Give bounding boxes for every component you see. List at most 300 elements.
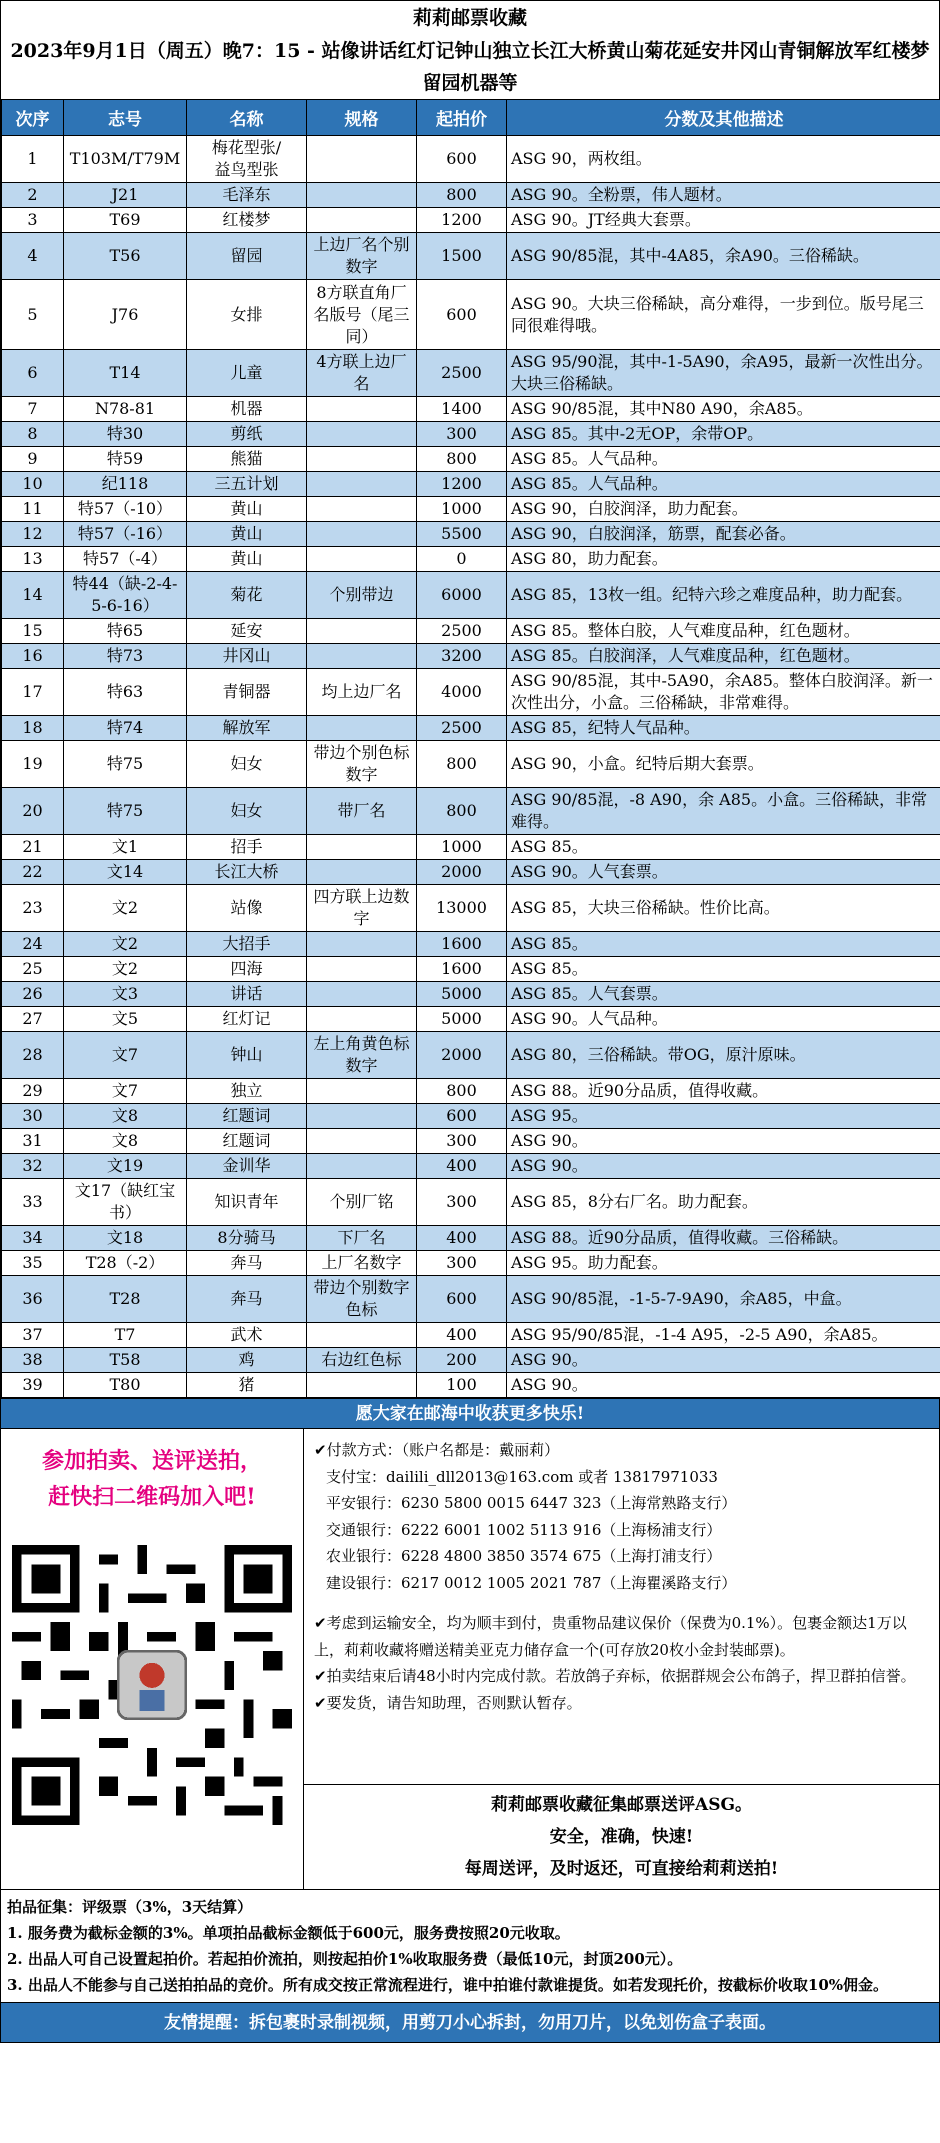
description: ASG 90，两枚组。 [507, 136, 940, 183]
spec: 左上角黄色标数字 [307, 1032, 417, 1079]
table-row [2, 619, 940, 644]
description: ASG 95。助力配套。 [507, 1251, 940, 1276]
description: ASG 90/85混，其中N80 A90，余A85。 [507, 397, 940, 422]
table-row [2, 1007, 940, 1032]
spec: 个别厂铭 [307, 1179, 417, 1226]
start-price: 4000 [417, 669, 507, 716]
asg-line-2: 安全，准确，快速! [549, 1827, 694, 1847]
description: ASG 85。白胶润泽，人气难度品种，红色题材。 [507, 644, 940, 669]
lot-index: 35 [2, 1251, 64, 1276]
table-row [2, 669, 940, 716]
promo-line-1: 参加拍卖、送评送拍， [41, 1448, 262, 1474]
spec [307, 183, 417, 208]
description: ASG 85。人气套票。 [507, 982, 940, 1007]
stamp-code: 文17（缺红宝书） [64, 1179, 187, 1226]
stamp-code: T28 [64, 1276, 187, 1323]
table-row [2, 497, 940, 522]
stamp-name: 鸡 [187, 1348, 307, 1373]
start-price: 800 [417, 183, 507, 208]
spec [307, 982, 417, 1007]
lot-index: 4 [2, 233, 64, 280]
table-row [2, 741, 940, 788]
table-row [2, 1226, 940, 1251]
start-price: 1400 [417, 397, 507, 422]
start-price: 400 [417, 1154, 507, 1179]
description: ASG 90。 [507, 1348, 940, 1373]
stamp-name: 讲话 [187, 982, 307, 1007]
stamp-name: 井冈山 [187, 644, 307, 669]
description: ASG 85。其中-2无OP，余带OP。 [507, 422, 940, 447]
table-row [2, 1179, 940, 1226]
stamp-code: 特57（-16） [64, 522, 187, 547]
spec: 均上边厂名 [307, 669, 417, 716]
stamp-name: 长江大桥 [187, 860, 307, 885]
table-row [2, 1323, 940, 1348]
spec [307, 619, 417, 644]
lot-index: 17 [2, 669, 64, 716]
stamp-name: 儿童 [187, 350, 307, 397]
table-row [2, 280, 940, 350]
lot-index: 26 [2, 982, 64, 1007]
description: ASG 85。 [507, 957, 940, 982]
table-row [2, 885, 940, 932]
table-row [2, 716, 940, 741]
stamp-name: 金训华 [187, 1154, 307, 1179]
table-row [2, 1373, 940, 1398]
stamp-name: 招手 [187, 835, 307, 860]
description: ASG 88。近90分品质，值得收藏。 [507, 1079, 940, 1104]
stamp-code: T14 [64, 350, 187, 397]
lot-index: 19 [2, 741, 64, 788]
spec [307, 957, 417, 982]
spec: 4方联上边厂名 [307, 350, 417, 397]
spec [307, 1323, 417, 1348]
lot-index: 15 [2, 619, 64, 644]
stamp-code: 特75 [64, 788, 187, 835]
description: ASG 90。人气品种。 [507, 1007, 940, 1032]
description: ASG 90，白胶润泽，筋票，配套必备。 [507, 522, 940, 547]
start-price: 100 [417, 1373, 507, 1398]
lot-index: 25 [2, 957, 64, 982]
description: ASG 90。大块三俗稀缺，高分难得，一步到位。版号尾三同很难得哦。 [507, 280, 940, 350]
lot-index: 34 [2, 1226, 64, 1251]
lot-index: 10 [2, 472, 64, 497]
description: ASG 85，大块三俗稀缺。性价比高。 [507, 885, 940, 932]
description: ASG 90，白胶润泽，助力配套。 [507, 497, 940, 522]
asg-line-3: 每周送评，及时返还，可直接给莉莉送拍! [464, 1859, 779, 1879]
stamp-code: 特65 [64, 619, 187, 644]
spec [307, 208, 417, 233]
stamp-code: N78-81 [64, 397, 187, 422]
description: ASG 95/90混，其中-1-5A90，余A95，最新一次性出分。大块三俗稀缺。 [507, 350, 940, 397]
stamp-name: 奔马 [187, 1276, 307, 1323]
lot-index: 29 [2, 1079, 64, 1104]
lot-index: 33 [2, 1179, 64, 1226]
stamp-name: 红灯记 [187, 1007, 307, 1032]
col-name: 名称 [187, 100, 307, 136]
start-price: 1000 [417, 835, 507, 860]
stamp-name: 毛泽东 [187, 183, 307, 208]
start-price: 300 [417, 422, 507, 447]
lot-index: 30 [2, 1104, 64, 1129]
stamp-name: 黄山 [187, 547, 307, 572]
description: ASG 90/85混，-8 A90，余 A85。小盒。三俗稀缺，非常难得。 [507, 788, 940, 835]
lot-index: 14 [2, 572, 64, 619]
lot-index: 37 [2, 1323, 64, 1348]
description: ASG 90。JT经典大套票。 [507, 208, 940, 233]
stamp-code: 特73 [64, 644, 187, 669]
start-price: 400 [417, 1226, 507, 1251]
spec [307, 547, 417, 572]
lot-index: 2 [2, 183, 64, 208]
start-price: 2000 [417, 1032, 507, 1079]
lot-index: 3 [2, 208, 64, 233]
spec: 右边红色标 [307, 1348, 417, 1373]
stamp-code: T103M/T79M [64, 136, 187, 183]
start-price: 5000 [417, 1007, 507, 1032]
spec [307, 835, 417, 860]
description: ASG 90。 [507, 1154, 940, 1179]
stamp-code: 特75 [64, 741, 187, 788]
banner: 愿大家在邮海中收获更多快乐! [1, 1398, 939, 1428]
rules-head: 拍品征集：评级票（3%，3天结算） [7, 1898, 253, 1916]
description: ASG 80，助力配套。 [507, 547, 940, 572]
table-row [2, 547, 940, 572]
auction-subtitle: 2023年9月1日（周五）晚7：15 - 站像讲话红灯记钟山独立长江大桥黄山菊花延安井冈山青铜解放军红楼梦留园机器等 [10, 40, 930, 94]
info-section [1, 1428, 939, 1889]
spec [307, 716, 417, 741]
spec [307, 860, 417, 885]
stamp-code: 文2 [64, 932, 187, 957]
stamp-code: J76 [64, 280, 187, 350]
lot-index: 22 [2, 860, 64, 885]
table-row [2, 835, 940, 860]
table-row [2, 860, 940, 885]
start-price: 1600 [417, 932, 507, 957]
table-row [2, 350, 940, 397]
spec: 上厂名数字 [307, 1251, 417, 1276]
description: ASG 90。人气套票。 [507, 860, 940, 885]
stamp-code: T80 [64, 1373, 187, 1398]
stamp-code: T56 [64, 233, 187, 280]
description: ASG 90/85混，-1-5-7-9A90，余A85，中盒。 [507, 1276, 940, 1323]
spec [307, 497, 417, 522]
lot-index: 18 [2, 716, 64, 741]
description: ASG 85。 [507, 932, 940, 957]
description: ASG 90。 [507, 1373, 940, 1398]
start-price: 2500 [417, 619, 507, 644]
description: ASG 85，13枚一组。纪特六珍之难度品种，助力配套。 [507, 572, 940, 619]
asg-service [304, 1784, 939, 1889]
stamp-name: 女排 [187, 280, 307, 350]
lot-index: 7 [2, 397, 64, 422]
lot-index: 5 [2, 280, 64, 350]
table-row [2, 572, 940, 619]
start-price: 0 [417, 547, 507, 572]
payment-deadline-note: ✔拍卖结束后请48小时内完成付款。若放鸽子弃标，依据群规会公布鸽子，捍卫群拍信誉。 [314, 1667, 916, 1685]
description: ASG 90。 [507, 1129, 940, 1154]
description: ASG 95/90/85混，-1-4 A95，-2-5 A90，余A85。 [507, 1323, 940, 1348]
start-price: 800 [417, 1079, 507, 1104]
lot-table [1, 99, 940, 1398]
lot-index: 39 [2, 1373, 64, 1398]
stamp-name: 剪纸 [187, 422, 307, 447]
description: ASG 90，小盒。纪特后期大套票。 [507, 741, 940, 788]
spec: 下厂名 [307, 1226, 417, 1251]
stamp-code: 纪118 [64, 472, 187, 497]
payment-info [304, 1429, 939, 1784]
col-spec: 规格 [307, 100, 417, 136]
shop-title: 莉莉邮票收藏 [412, 7, 527, 29]
table-row [2, 472, 940, 497]
stamp-name: 红楼梦 [187, 208, 307, 233]
table-row [2, 982, 940, 1007]
table-row [2, 1104, 940, 1129]
payment-head: ✔付款方式：（账户名都是：戴丽莉） [314, 1441, 560, 1459]
start-price: 5000 [417, 982, 507, 1007]
table-row [2, 644, 940, 669]
stamp-name: 红题词 [187, 1129, 307, 1154]
rule-3: 3. 出品人不能参与自己送拍拍品的竞价。所有成交按正常流程进行，谁中拍谁付款谁提货。如若发现托价，按截标价收取10%佣金。 [7, 1976, 889, 1994]
table-row [2, 233, 940, 280]
stamp-name: 8分骑马 [187, 1226, 307, 1251]
stamp-name: 武术 [187, 1323, 307, 1348]
start-price: 400 [417, 1323, 507, 1348]
stamp-code: 文18 [64, 1226, 187, 1251]
stamp-name: 独立 [187, 1079, 307, 1104]
stamp-code: 特59 [64, 447, 187, 472]
start-price: 600 [417, 1276, 507, 1323]
start-price: 800 [417, 788, 507, 835]
stamp-name: 钟山 [187, 1032, 307, 1079]
stamp-code: 文7 [64, 1032, 187, 1079]
stamp-name: 黄山 [187, 497, 307, 522]
rule-1: 1. 服务费为截标金额的3%。单项拍品截标金额低于600元，服务费按照20元收取。 [7, 1924, 570, 1942]
spec [307, 136, 417, 183]
lot-index: 27 [2, 1007, 64, 1032]
shipping-note: ✔考虑到运输安全，均为顺丰到付，贵重物品建议保价（保费为0.1%）。包裹金额达1万以上，莉莉收藏将赠送精美亚克力储存盒一个(可存放20枚小金封装邮票)。 [314, 1614, 907, 1659]
stamp-code: 文5 [64, 1007, 187, 1032]
lot-index: 36 [2, 1276, 64, 1323]
bank-account-4: 建设银行：6217 0012 1005 2021 787（上海瞿溪路支行） [326, 1573, 737, 1592]
stamp-name: 三五计划 [187, 472, 307, 497]
stamp-name: 解放军 [187, 716, 307, 741]
table-row [2, 788, 940, 835]
table-row [2, 1079, 940, 1104]
description: ASG 85。 [507, 835, 940, 860]
stamp-code: T7 [64, 1323, 187, 1348]
stamp-code: T28（-2） [64, 1251, 187, 1276]
description: ASG 90/85混，其中-4A85，余A90。三俗稀缺。 [507, 233, 940, 280]
lot-index: 9 [2, 447, 64, 472]
col-description: 分数及其他描述 [507, 100, 940, 136]
footer-reminder: 友情提醒：拆包裹时录制视频，用剪刀小心拆封，勿用刀片，以免划伤盒子表面。 [1, 2002, 939, 2042]
stamp-name: 猪 [187, 1373, 307, 1398]
description: ASG 85。整体白胶，人气难度品种，红色题材。 [507, 619, 940, 644]
lot-index: 16 [2, 644, 64, 669]
start-price: 1000 [417, 497, 507, 522]
stamp-code: 文8 [64, 1104, 187, 1129]
table-header [2, 100, 940, 136]
spec: 8方联直角厂名版号（尾三同） [307, 280, 417, 350]
table-row [2, 932, 940, 957]
asg-line-1: 莉莉邮票收藏征集邮票送评ASG。 [491, 1795, 752, 1815]
stamp-code: 文14 [64, 860, 187, 885]
stamp-name: 梅花型张/ 益鸟型张 [187, 136, 307, 183]
storage-note: ✔要发货，请告知助理，否则默认暂存。 [314, 1693, 582, 1712]
lot-index: 28 [2, 1032, 64, 1079]
lot-index: 8 [2, 422, 64, 447]
spec: 个别带边 [307, 572, 417, 619]
spec [307, 447, 417, 472]
description: ASG 88。近90分品质，值得收藏。三俗稀缺。 [507, 1226, 940, 1251]
table-row [2, 1251, 940, 1276]
lot-index: 21 [2, 835, 64, 860]
lot-index: 24 [2, 932, 64, 957]
lot-index: 32 [2, 1154, 64, 1179]
bank-account-3: 农业银行：6228 4800 3850 3574 675（上海打浦支行） [326, 1547, 722, 1565]
description: ASG 95。 [507, 1104, 940, 1129]
stamp-name: 妇女 [187, 788, 307, 835]
stamp-code: T69 [64, 208, 187, 233]
lot-index: 1 [2, 136, 64, 183]
spec [307, 1079, 417, 1104]
col-index: 次序 [2, 100, 64, 136]
spec [307, 1129, 417, 1154]
spec [307, 932, 417, 957]
start-price: 300 [417, 1129, 507, 1154]
spec [307, 522, 417, 547]
spec [307, 472, 417, 497]
lot-index: 31 [2, 1129, 64, 1154]
bank-account-1: 平安银行：6230 5800 0015 6447 323（上海常熟路支行） [326, 1494, 737, 1512]
spec: 带边个别数字色标 [307, 1276, 417, 1323]
start-price: 600 [417, 1104, 507, 1129]
lot-index: 38 [2, 1348, 64, 1373]
spec [307, 1154, 417, 1179]
spec: 带边个别色标数字 [307, 741, 417, 788]
start-price: 13000 [417, 885, 507, 932]
stamp-code: 特44（缺-2-4-5-6-16） [64, 572, 187, 619]
table-row [2, 422, 940, 447]
stamp-code: 文3 [64, 982, 187, 1007]
start-price: 1200 [417, 208, 507, 233]
start-price: 1600 [417, 957, 507, 982]
start-price: 2500 [417, 716, 507, 741]
stamp-name: 站像 [187, 885, 307, 932]
stamp-code: 文2 [64, 957, 187, 982]
table-row [2, 397, 940, 422]
stamp-name: 奔马 [187, 1251, 307, 1276]
rule-2: 2. 出品人可自己设置起拍价。若起拍价流拍，则按起拍价1%收取服务费（最低10元，封顶200元）。 [7, 1950, 683, 1968]
start-price: 2000 [417, 860, 507, 885]
start-price: 300 [417, 1179, 507, 1226]
stamp-name: 妇女 [187, 741, 307, 788]
promo-line-2: 赶快扫二维码加入吧! [48, 1484, 256, 1510]
start-price: 600 [417, 136, 507, 183]
col-code: 志号 [64, 100, 187, 136]
qr-code-icon[interactable] [12, 1545, 292, 1825]
info-panel [304, 1429, 939, 1889]
stamp-name: 四海 [187, 957, 307, 982]
stamp-name: 延安 [187, 619, 307, 644]
stamp-name: 知识青年 [187, 1179, 307, 1226]
spec [307, 1373, 417, 1398]
stamp-code: T58 [64, 1348, 187, 1373]
spec: 带厂名 [307, 788, 417, 835]
lot-index: 20 [2, 788, 64, 835]
spec: 上边厂名个别数字 [307, 233, 417, 280]
stamp-code: 特57（-4） [64, 547, 187, 572]
start-price: 1500 [417, 233, 507, 280]
stamp-code: 特74 [64, 716, 187, 741]
stamp-code: 特30 [64, 422, 187, 447]
spec [307, 644, 417, 669]
stamp-name: 青铜器 [187, 669, 307, 716]
description: ASG 80，三俗稀缺。带OG，原汁原味。 [507, 1032, 940, 1079]
description: ASG 90/85混，其中-5A90，余A85。整体白胶润泽。新一次性出分，小盒。三俗稀缺，非常难得。 [507, 669, 940, 716]
stamp-name: 大招手 [187, 932, 307, 957]
lot-index: 12 [2, 522, 64, 547]
table-row [2, 136, 940, 183]
stamp-name: 熊猫 [187, 447, 307, 472]
table-row [2, 522, 940, 547]
alipay-account: 支付宝：dailili_dll2013@163.com 或者 13817971033 [326, 1467, 718, 1486]
stamp-name: 红题词 [187, 1104, 307, 1129]
stamp-name: 黄山 [187, 522, 307, 547]
start-price: 600 [417, 280, 507, 350]
stamp-code: J21 [64, 183, 187, 208]
start-price: 3200 [417, 644, 507, 669]
table-row [2, 1276, 940, 1323]
stamp-name: 留园 [187, 233, 307, 280]
bank-account-2: 交通银行：6222 6001 1002 5113 916（上海杨浦支行） [326, 1520, 722, 1539]
stamp-code: 文19 [64, 1154, 187, 1179]
stamp-code: 文2 [64, 885, 187, 932]
start-price: 6000 [417, 572, 507, 619]
start-price: 2500 [417, 350, 507, 397]
start-price: 800 [417, 447, 507, 472]
start-price: 800 [417, 741, 507, 788]
stamp-name: 机器 [187, 397, 307, 422]
start-price: 5500 [417, 522, 507, 547]
lot-index: 13 [2, 547, 64, 572]
start-price: 300 [417, 1251, 507, 1276]
description: ASG 85，纪特人气品种。 [507, 716, 940, 741]
spec [307, 397, 417, 422]
stamp-code: 文7 [64, 1079, 187, 1104]
lot-index: 11 [2, 497, 64, 522]
spec [307, 1104, 417, 1129]
lot-index: 23 [2, 885, 64, 932]
spec [307, 1007, 417, 1032]
stamp-code: 文8 [64, 1129, 187, 1154]
description: ASG 90。全粉票，伟人题材。 [507, 183, 940, 208]
description: ASG 85，8分右厂名。助力配套。 [507, 1179, 940, 1226]
stamp-name: 菊花 [187, 572, 307, 619]
spec [307, 422, 417, 447]
table-row [2, 957, 940, 982]
table-row [2, 1154, 940, 1179]
promo-panel [1, 1429, 304, 1889]
spec: 四方联上边数字 [307, 885, 417, 932]
description: ASG 85。人气品种。 [507, 472, 940, 497]
table-row [2, 1032, 940, 1079]
start-price: 200 [417, 1348, 507, 1373]
start-price: 1200 [417, 472, 507, 497]
col-start-price: 起拍价 [417, 100, 507, 136]
table-row [2, 208, 940, 233]
